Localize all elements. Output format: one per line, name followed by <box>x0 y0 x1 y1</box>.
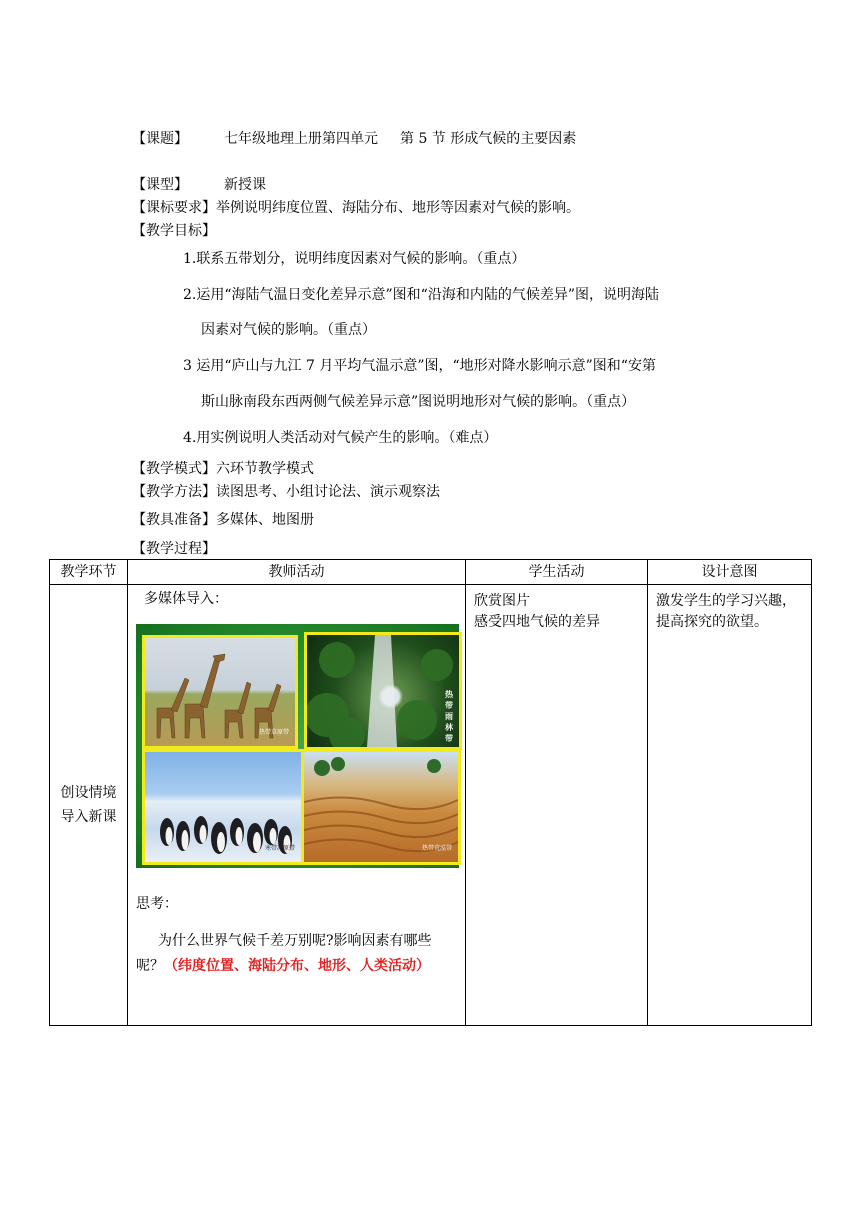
table-header-row <box>50 560 812 585</box>
header-stage: 教学环节 <box>50 560 128 585</box>
header-student-activity: 学生活动 <box>466 560 648 585</box>
topic-line <box>132 130 576 148</box>
header-teacher-activity: 教师活动 <box>128 560 466 585</box>
objectives-label: 【教学目标】 <box>132 223 216 239</box>
stage-line-1: 创设情境 <box>60 785 117 801</box>
savanna-photo <box>142 635 298 749</box>
stage-cell <box>50 585 128 1026</box>
desert-caption: 热带荒漠带 <box>421 845 452 852</box>
think-question-block <box>136 929 457 979</box>
objective-4: 4.用实例说明人类活动对气候产生的影响。（难点） <box>183 430 498 446</box>
desert-photo <box>301 749 461 865</box>
student-activity-cell <box>466 585 648 1026</box>
objective-1: 1.联系五带划分，说明纬度因素对气候的影响。（重点） <box>183 251 526 267</box>
mode-label: 【教学模式】 <box>132 461 216 477</box>
teaching-process-table <box>49 559 812 1026</box>
standard-label: 【课标要求】 <box>132 200 216 216</box>
method-label: 【教学方法】 <box>132 484 216 500</box>
objective-3-line-2: 斯山脉南段东西两侧气候差异示意”图说明地形对气候的影响。（重点） <box>201 394 636 410</box>
think-question: 为什么世界气候千差万别呢?影响因素有哪些呢？ <box>136 933 432 974</box>
topic-title: 七年级地理上册第四单元 <box>224 131 378 147</box>
header-design-intent: 设计意图 <box>648 560 812 585</box>
tools-label: 【教具准备】 <box>132 512 216 528</box>
student-activity-line-2: 感受四地气候的差异 <box>474 614 600 630</box>
tools-value: 多媒体、地图册 <box>216 512 314 528</box>
rainforest-caption: 热带雨林带 <box>445 689 453 743</box>
type-label: 【课型】 <box>132 177 188 193</box>
teacher-activity-cell <box>128 585 466 1026</box>
student-activity-line-1: 欣赏图片 <box>474 593 530 609</box>
mode-line <box>132 460 314 478</box>
think-label: 思考： <box>136 896 178 912</box>
standard-line <box>132 199 580 217</box>
ice-field-caption: 寒带冰原带 <box>264 845 295 852</box>
method-value: 读图思考、小组讨论法、演示观察法 <box>216 484 440 500</box>
stage-line-2: 导入新课 <box>60 809 117 825</box>
method-line <box>132 483 440 501</box>
objective-2-line-1: 2.运用“海陆气温日变化差异示意”图和“沿海和内陆的气候差异”图，说明海陆 <box>183 287 659 303</box>
tools-line <box>132 511 314 529</box>
objective-3-line-1: 3 运用“庐山与九江 7 月平均气温示意”图，“地形对降水影响示意”图和“安第 <box>183 358 656 374</box>
table-row <box>50 585 812 1026</box>
design-intent-cell <box>648 585 812 1026</box>
rainforest-photo <box>304 632 462 750</box>
process-label: 【教学过程】 <box>132 541 216 557</box>
climate-photo-collage <box>136 624 459 868</box>
waterfall-image <box>307 635 459 747</box>
standard-value: 举例说明纬度位置、海陆分布、地形等因素对气候的影响。 <box>216 200 580 216</box>
type-value: 新授课 <box>224 177 266 193</box>
think-answer: （纬度位置、海陆分布、地形、人类活动） <box>164 958 430 974</box>
savanna-caption: 热带草原带 <box>258 729 289 736</box>
type-line <box>132 176 266 194</box>
ice-field-photo <box>142 749 304 865</box>
topic-section: 第 5 节 形成气候的主要因素 <box>400 131 577 147</box>
teacher-intro: 多媒体导入： <box>144 591 228 607</box>
mode-value: 六环节教学模式 <box>216 461 314 477</box>
topic-label: 【课题】 <box>132 131 188 147</box>
objective-2-line-2: 因素对气候的影响。（重点） <box>201 322 376 338</box>
design-intent-text: 激发学生的学习兴趣，提高探究的欲望。 <box>656 593 796 630</box>
